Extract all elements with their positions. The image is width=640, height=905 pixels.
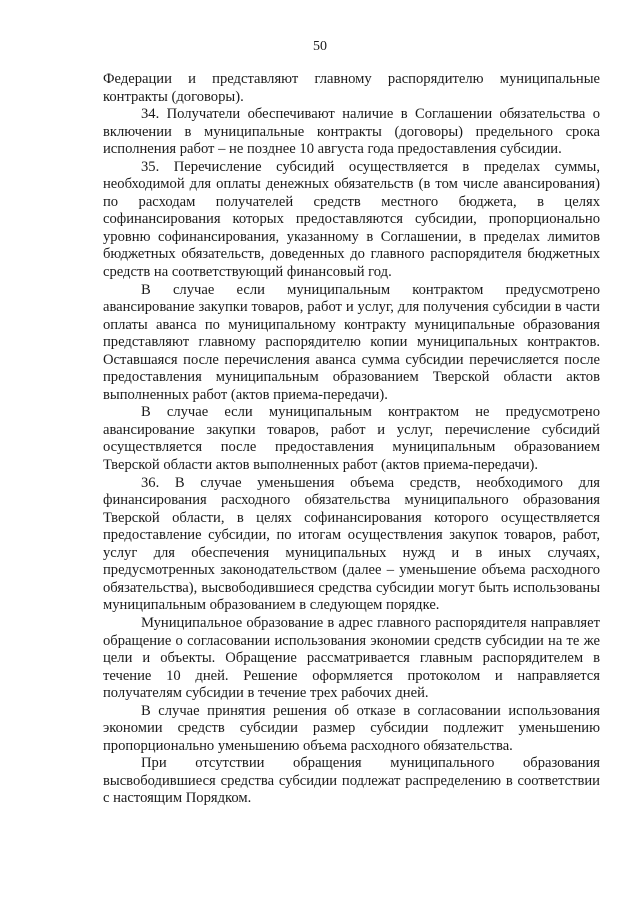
paragraph-continuation: Федерации и представляют главному распорядителю муниципальные контракты (договоры).	[103, 71, 600, 105]
document-body	[103, 71, 600, 808]
paragraph-item-36: 36. В случае уменьшения объема средств, необходимого для финансирования расходного обязательства муниципального образования Тверской области, в целях софинансирования которого осуществляется предоставление субсидии, по итогам осуществления закупок товаров, работ, услуг для обеспечения муниципальных нужд и в иных случаях, предусмотренных законодательством (далее – уменьшение объема расходного обязательства), высвободившиеся средства субсидии могут быть использованы муниципальным образованием в следующем порядке.	[103, 474, 600, 614]
paragraph-no-request: При отсутствии обращения муниципального образования высвободившиеся средства субсидии подлежат распределению в соответствии с настоящим Порядком.	[103, 755, 600, 807]
page-number: 50	[313, 39, 327, 54]
paragraph-item-35: 35. Перечисление субсидий осуществляется в пределах суммы, необходимой для оплаты денежных обязательств (в том числе авансирования) по расходам получателей средств местного бюджета, в целях софинансирования которых предоставляются субсидии, пропорционально уровню софинансирования, указанному в Соглашении, в пределах лимитов бюджетных обязательств, доведенных до главного распорядителя бюджетных средств на соответствующий финансовый год.	[103, 158, 600, 281]
paragraph-refusal: В случае принятия решения об отказе в согласовании использования экономии средств субсидии размер субсидии подлежит уменьшению пропорционально уменьшению объема расходного обязательства.	[103, 702, 600, 754]
paragraph-no-advance-payment: В случае если муниципальным контрактом не предусмотрено авансирование закупки товаров, работ и услуг, перечисление субсидий осуществляется после предоставления муниципальным образованием Тверской области актов выполненных работ (актов приема-передачи).	[103, 404, 600, 474]
paragraph-item-34: 34. Получатели обеспечивают наличие в Соглашении обязательства о включении в муниципальные контракты (договоры) предельного срока исполнения работ – не позднее 10 августа года предоставления субсидии.	[103, 106, 600, 158]
paragraph-advance-payment: В случае если муниципальным контрактом предусмотрено авансирование закупки товаров, работ и услуг, для получения субсидии в части оплаты аванса по муниципальному контракту муниципальные образования представляют главному распорядителю копии муниципальных контрактов. Оставшаяся после перечисления аванса сумма субсидии перечисляется после предоставления муниципальным образованием Тверской области актов выполненных работ (актов приема-передачи).	[103, 281, 600, 403]
paragraph-request-approval: Муниципальное образование в адрес главного распорядителя направляет обращение о согласовании использования экономии средств субсидии на те же цели и объекты. Обращение рассматривается главным распорядителем в течение 10 дней. Решение оформляется протоколом и направляется получателям субсидии в течение трех рабочих дней.	[103, 614, 600, 702]
